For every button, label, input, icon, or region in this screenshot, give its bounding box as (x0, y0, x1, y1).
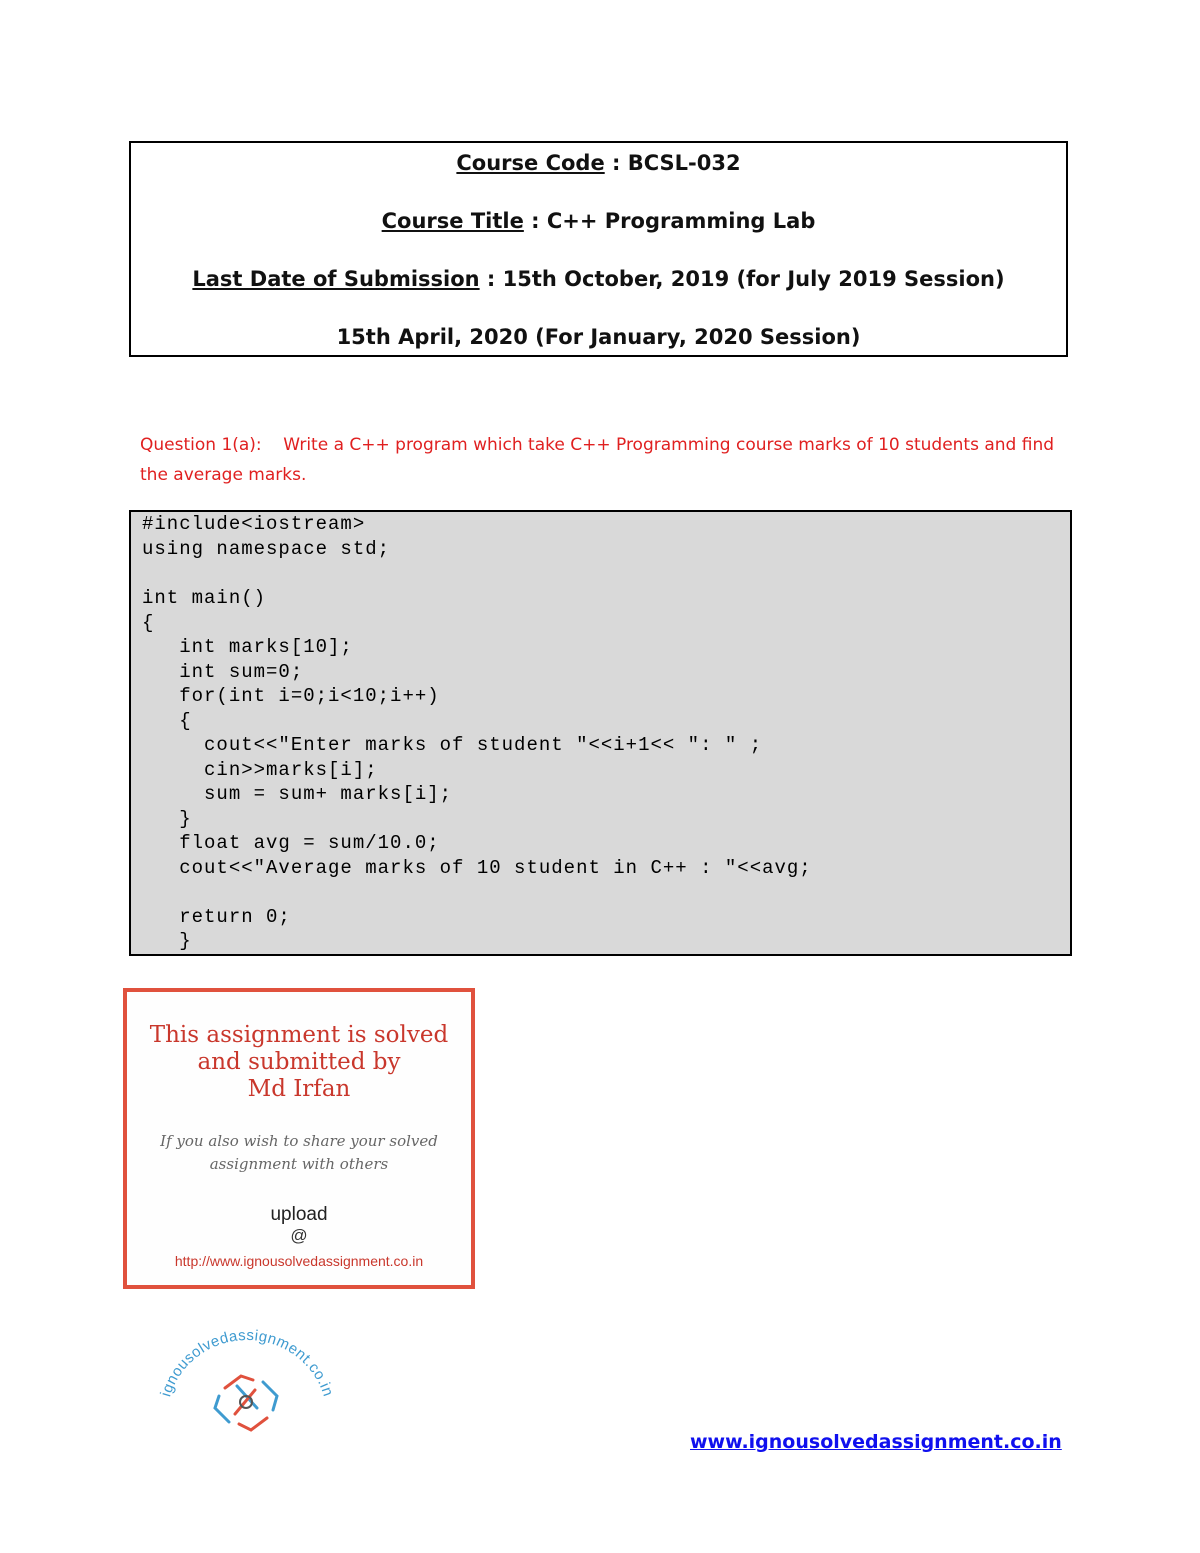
code-line: #include<iostream> (142, 513, 366, 535)
course-info-box (129, 141, 1068, 357)
question-text (140, 430, 1070, 490)
code-line: float avg = sum/10.0; (142, 832, 440, 854)
submission-date-line (131, 267, 1066, 291)
code-line: cout<<"Average marks of 10 student in C++ : "<<avg; (142, 857, 812, 879)
promo-line-1: This assignment is solved (149, 1022, 449, 1048)
course-code-line (131, 151, 1066, 175)
code-block (129, 510, 1072, 956)
submission-label: Last Date of Submission (192, 267, 480, 291)
question-line-2: the average marks. (140, 465, 307, 485)
hands-circle-icon (215, 1376, 277, 1430)
code-line: { (142, 710, 192, 732)
promo-sub-1: If you also wish to share your solved (160, 1132, 438, 1150)
code-line: { (142, 612, 155, 634)
promo-at: @ (290, 1226, 308, 1245)
promo-banner (123, 988, 475, 1289)
code-line: return 0; (142, 906, 291, 928)
code-line: using namespace std; (142, 538, 391, 560)
code-line: int marks[10]; (142, 636, 353, 658)
course-code-value: : BCSL-032 (604, 151, 741, 175)
submission-date-second: 15th April, 2020 (For January, 2020 Session) (336, 325, 861, 349)
logo-text: ignousolvedassignment.co.in (157, 1326, 337, 1399)
promo-line-3: Md Irfan (247, 1076, 351, 1102)
code-line: sum = sum+ marks[i]; (142, 783, 453, 805)
submission-value: : 15th October, 2019 (for July 2019 Session) (479, 267, 1005, 291)
code-line: int sum=0; (142, 661, 304, 683)
website-link[interactable]: www.ignousolvedassignment.co.in (690, 1431, 1062, 1453)
course-title-label: Course Title (381, 209, 524, 233)
code-line: int main() (142, 587, 267, 609)
promo-subtext (127, 1130, 471, 1176)
course-code-label: Course Code (456, 151, 605, 175)
code-line: for(int i=0;i<10;i++) (142, 685, 440, 707)
code-line: } (142, 808, 192, 830)
promo-heading (127, 1022, 471, 1103)
svg-text:ignousolvedassignment.co.in (157, 1327, 336, 1399)
code-line: cin>>marks[i]; (142, 759, 378, 781)
promo-upload: upload (270, 1204, 328, 1225)
promo-sub-2: assignment with others (209, 1155, 389, 1173)
promo-line-2: and submitted by (197, 1049, 401, 1075)
site-logo (145, 1310, 350, 1460)
question-line-1: Question 1(a): Write a C++ program which take C++ Programming course marks of 10 students and find (140, 435, 1055, 455)
promo-url[interactable]: http://www.ignousolvedassignment.co.in (174, 1253, 424, 1269)
code-line: cout<<"Enter marks of student "<<i+1<< ": " ; (142, 734, 763, 756)
code-line: } (142, 930, 192, 952)
course-title-value: : C++ Programming Lab (523, 209, 816, 233)
course-title-line (131, 209, 1066, 233)
